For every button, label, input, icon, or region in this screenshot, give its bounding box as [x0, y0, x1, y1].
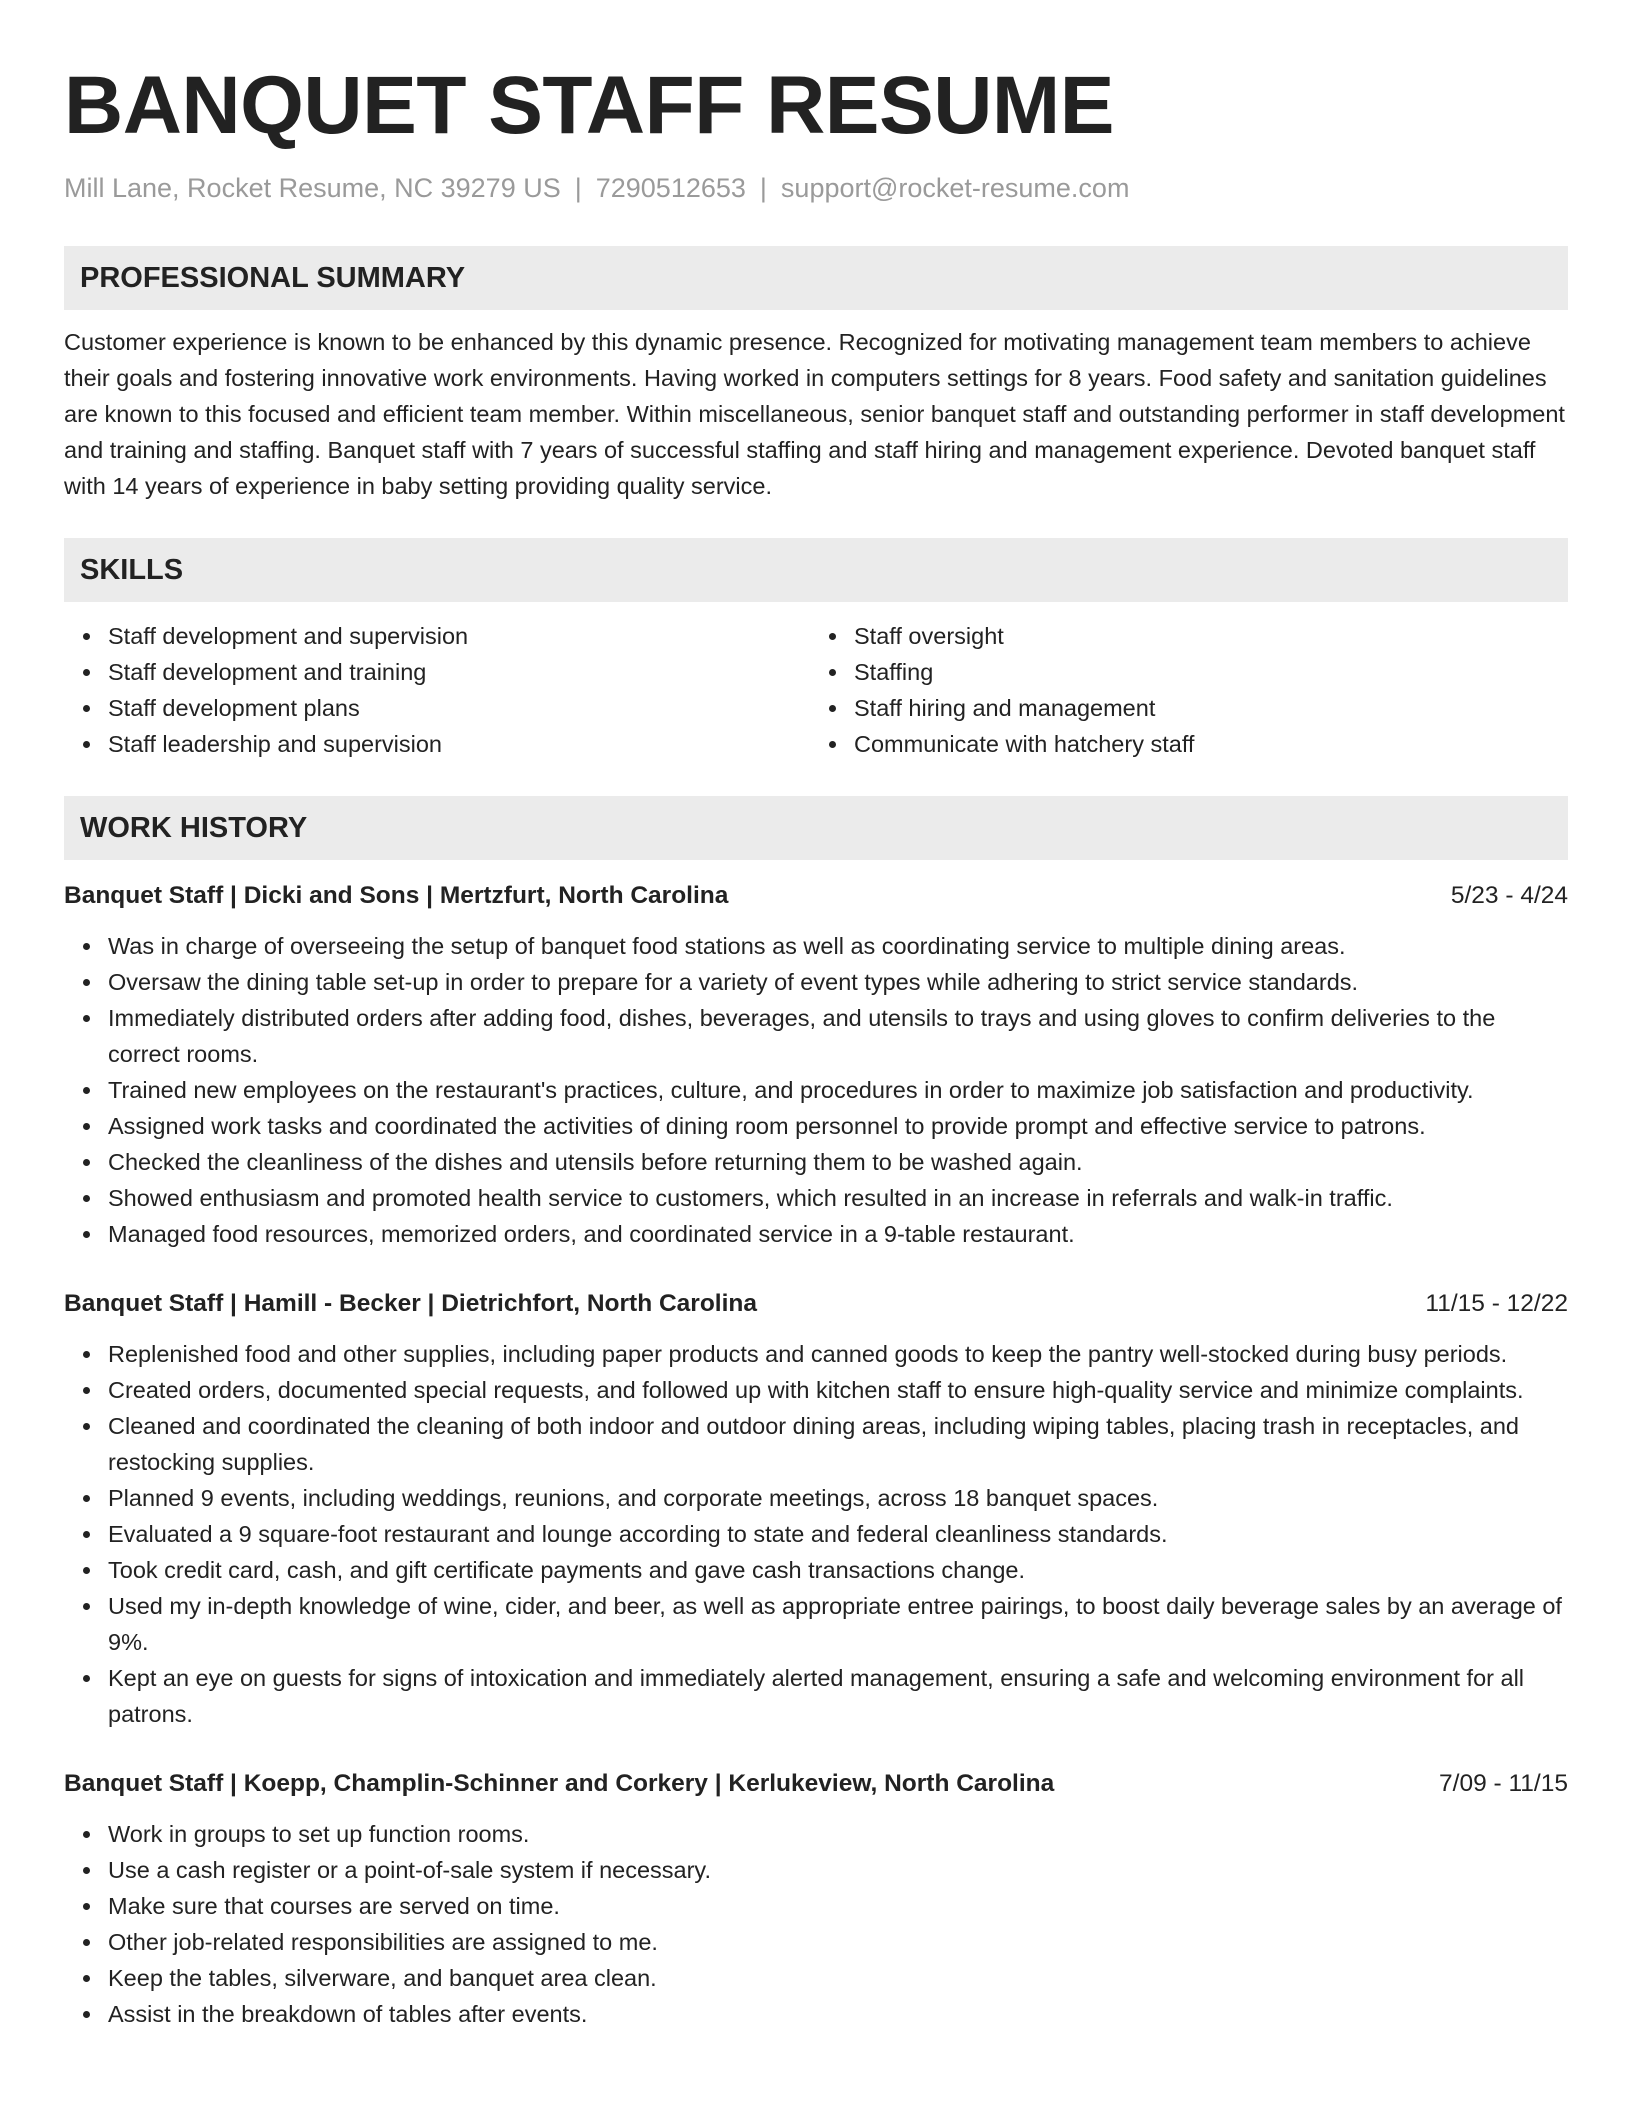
contact-address: Mill Lane, Rocket Resume, NC 39279 US	[64, 173, 561, 203]
summary-heading: PROFESSIONAL SUMMARY	[64, 246, 1568, 310]
job-bullet: Assist in the breakdown of tables after events.	[108, 1996, 1568, 2032]
job-bullet: Managed food resources, memorized orders, and coordinated service in a 9-table restaurant.	[108, 1216, 1568, 1252]
job-dates: 5/23 - 4/24	[1450, 882, 1568, 909]
job-header	[64, 1766, 1568, 1802]
job-bullet: Showed enthusiasm and promoted health service to customers, which resulted in an increase in referrals and walk-in traffic.	[108, 1180, 1568, 1216]
job-title: Banquet Staff | Koepp, Champlin-Schinner and Corkery | Kerlukeview, North Carolina	[64, 1770, 1055, 1797]
contact-separator: |	[574, 173, 582, 203]
job-bullet: Was in charge of overseeing the setup of banquet food stations as well as coordinating service to multiple dining areas.	[108, 928, 1568, 964]
job-entry	[64, 1766, 1568, 2032]
job-bullet: Created orders, documented special requests, and followed up with kitchen staff to ensure high-quality service and minimize complaints.	[108, 1372, 1568, 1408]
skill-item: Staff oversight	[854, 618, 1568, 654]
job-bullet: Make sure that courses are served on time.	[108, 1888, 1568, 1924]
job-bullet: Oversaw the dining table set-up in order to prepare for a variety of event types while adhering to strict service standards.	[108, 964, 1568, 1000]
job-bullets	[64, 928, 1568, 1252]
resume-title: BANQUET STAFF RESUME	[64, 60, 1114, 151]
contact-separator: |	[759, 173, 767, 203]
job-bullet: Assigned work tasks and coordinated the activities of dining room personnel to provide prompt and effective service to patrons.	[108, 1108, 1568, 1144]
job-bullet: Immediately distributed orders after adding food, dishes, beverages, and utensils to trays and using gloves to confirm deliveries to the correct rooms.	[108, 1000, 1568, 1072]
job-entry	[64, 878, 1568, 1252]
skills-section	[64, 538, 1568, 762]
skills-grid	[64, 618, 1568, 762]
skills-heading: SKILLS	[64, 538, 1568, 602]
job-bullet: Use a cash register or a point-of-sale system if necessary.	[108, 1852, 1568, 1888]
job-dates: 11/15 - 12/22	[1425, 1290, 1568, 1317]
job-bullet: Used my in-depth knowledge of wine, cider, and beer, as well as appropriate entree pairings, to boost daily beverage sales by an average of 9%.	[108, 1588, 1568, 1660]
job-dates: 7/09 - 11/15	[1439, 1770, 1568, 1797]
skill-item: Staff development plans	[108, 690, 822, 726]
job-bullet: Evaluated a 9 square-foot restaurant and lounge according to state and federal cleanliness standards.	[108, 1516, 1568, 1552]
summary-text: Customer experience is known to be enhanced by this dynamic presence. Recognized for motivating management team members to achieve their goals and fostering innovative work environments. Having worked in computers settings for 8 years. Food safety and sanitation guidelines are known to this focused and efficient team member. Within miscellaneous, senior banquet staff and outstanding performer in staff development and training and staffing. Banquet staff with 7 years of successful staffing and staff hiring and management experience. Devoted banquet staff with 14 years of experience in baby setting providing quality service.	[64, 329, 1565, 499]
job-bullet: Cleaned and coordinated the cleaning of both indoor and outdoor dining areas, including wiping tables, placing trash in receptacles, and restocking supplies.	[108, 1408, 1568, 1480]
contact-phone: 7290512653	[595, 173, 746, 203]
job-bullet: Planned 9 events, including weddings, reunions, and corporate meetings, across 18 banquet spaces.	[108, 1480, 1568, 1516]
contact-line	[64, 170, 1568, 206]
job-title: Banquet Staff | Dicki and Sons | Mertzfurt, North Carolina	[64, 882, 729, 909]
skill-item: Communicate with hatchery staff	[854, 726, 1568, 762]
skill-item: Staffing	[854, 654, 1568, 690]
summary-section	[64, 246, 1568, 504]
job-bullet: Trained new employees on the restaurant's practices, culture, and procedures in order to maximize job satisfaction and productivity.	[108, 1072, 1568, 1108]
skill-item: Staff hiring and management	[854, 690, 1568, 726]
skills-list-right	[822, 618, 1568, 762]
job-bullet: Replenished food and other supplies, including paper products and canned goods to keep the pantry well-stocked during busy periods.	[108, 1336, 1568, 1372]
job-bullet: Took credit card, cash, and gift certificate payments and gave cash transactions change.	[108, 1552, 1568, 1588]
skill-item: Staff development and training	[108, 654, 822, 690]
job-bullets	[64, 1336, 1568, 1732]
job-entry	[64, 1286, 1568, 1732]
job-bullet: Kept an eye on guests for signs of intoxication and immediately alerted management, ensuring a safe and welcoming environment for all patrons.	[108, 1660, 1568, 1732]
work-history-section	[64, 796, 1568, 2032]
job-bullet: Work in groups to set up function rooms.	[108, 1816, 1568, 1852]
resume-page	[64, 58, 1568, 2032]
job-header	[64, 1286, 1568, 1322]
skills-list-left	[64, 618, 822, 762]
job-bullet: Other job-related responsibilities are assigned to me.	[108, 1924, 1568, 1960]
job-title: Banquet Staff | Hamill - Becker | Dietrichfort, North Carolina	[64, 1290, 758, 1317]
job-bullets	[64, 1816, 1568, 2032]
job-header	[64, 878, 1568, 914]
work-history-heading: WORK HISTORY	[64, 796, 1568, 860]
job-bullet: Checked the cleanliness of the dishes and utensils before returning them to be washed again.	[108, 1144, 1568, 1180]
contact-email: support@rocket-resume.com	[780, 173, 1130, 203]
skill-item: Staff leadership and supervision	[108, 726, 822, 762]
skill-item: Staff development and supervision	[108, 618, 822, 654]
job-bullet: Keep the tables, silverware, and banquet area clean.	[108, 1960, 1568, 1996]
